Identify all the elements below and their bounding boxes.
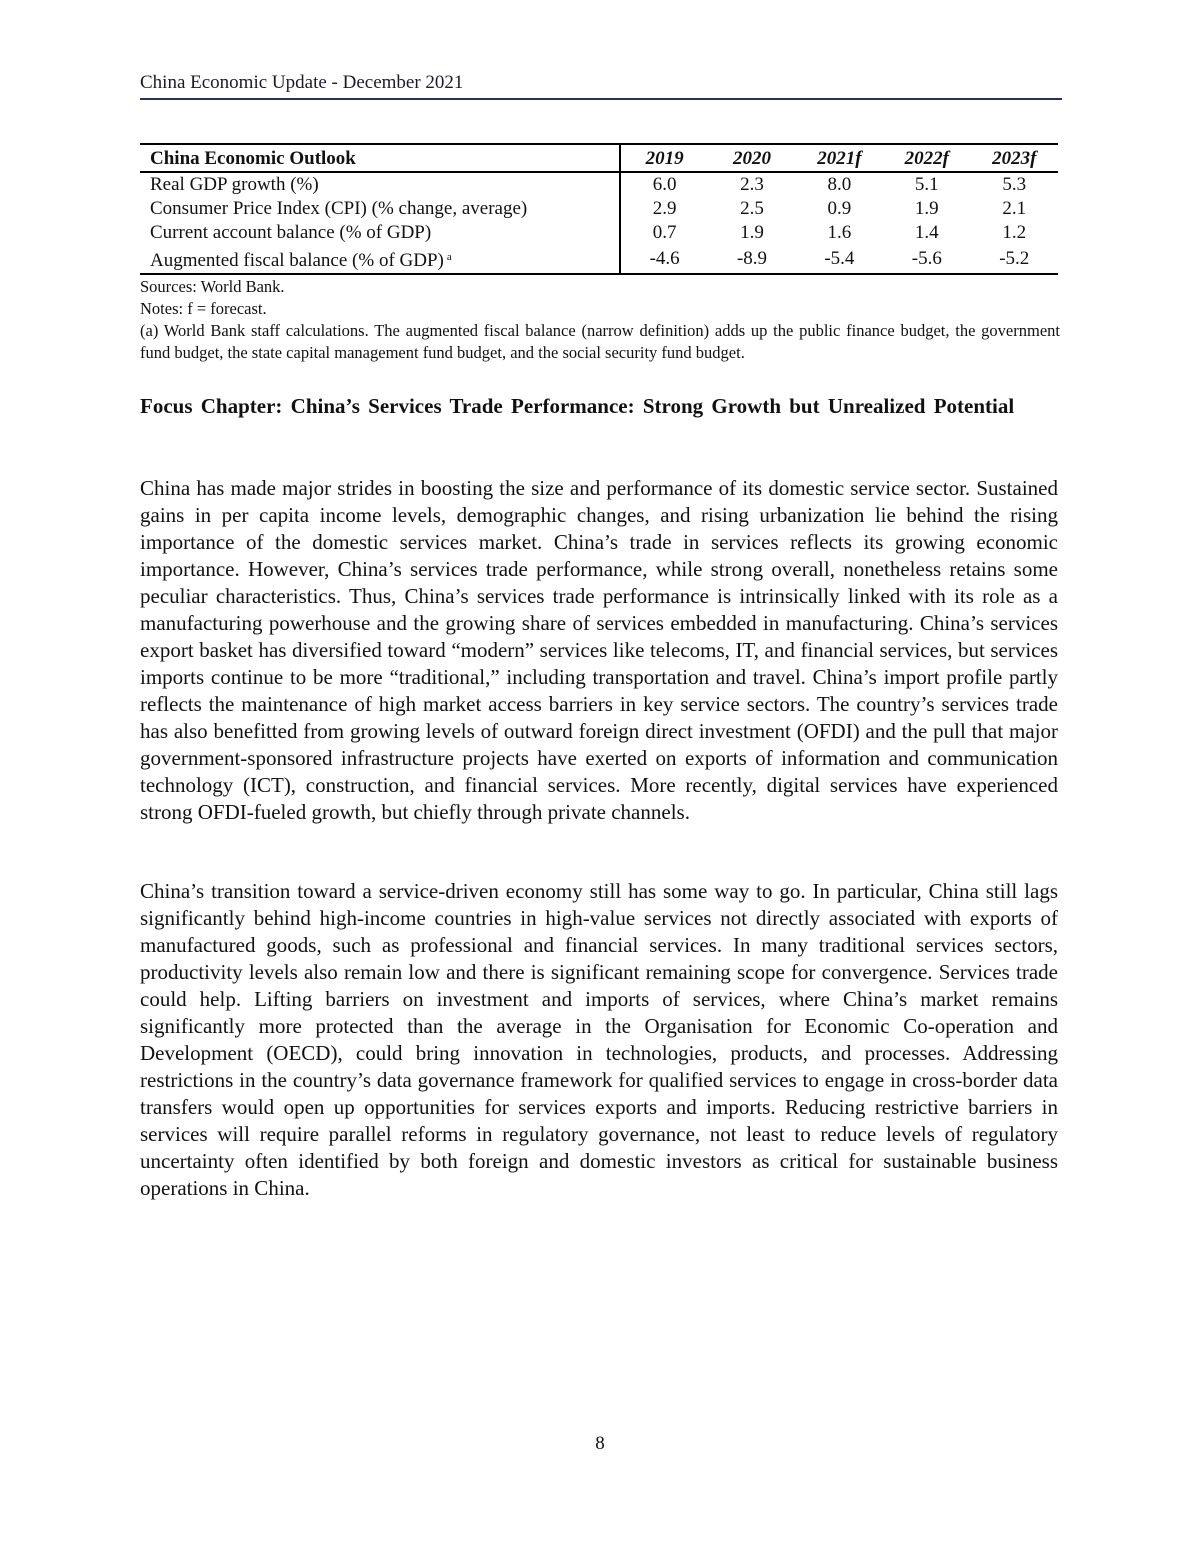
table-cell: 1.9	[740, 222, 764, 243]
table-cell: 1.9	[914, 198, 939, 219]
table-cell: 0.7	[620, 221, 708, 245]
footnote-marker: a	[446, 251, 452, 263]
table-row	[140, 245, 1058, 274]
table-cell: -8.9	[708, 245, 795, 274]
table-cell: 5.1	[914, 174, 939, 195]
table-cell: 2.9	[620, 197, 708, 221]
table-cell: 6.0	[620, 172, 708, 197]
chapter-heading: Focus Chapter: China’s Services Trade Performance: Strong Growth but Unrealized Potential	[140, 394, 1015, 418]
table-cell: 8.0	[827, 174, 852, 195]
body-paragraph: China has made major strides in boosting the size and performance of its domestic service sector. Sustained gains in per capita income levels, demographic changes, and rising urbanization lie behind the rising importance of the domestic services market. China’s trade in services reflects its growing economic importance. However, China’s services trade performance, while strong overall, nonetheless retains some peculiar characteristics. Thus, China’s services trade performance is intrinsically linked with its role as a manufacturing powerhouse and the growing share of services embedded in manufacturing. China’s services export basket has diversified toward “modern” services like telecoms, IT, and financial services, but services imports continue to be more “traditional,” including transportation and travel. China’s import profile partly reflects the maintenance of high market access barriers in key service sectors. The country’s services trade has also benefitted from growing levels of outward foreign direct investment (OFDI) and the pull that major government-sponsored infrastructure projects have exerted on exports of information and communication technology (ICT), construction, and financial services. More recently, digital services have experienced strong OFDI-fueled growth, but chiefly through private channels.	[140, 476, 1058, 824]
table-cell: 1.2	[1002, 222, 1027, 243]
table-header-row	[140, 144, 1058, 172]
row-label: Current account balance (% of GDP)	[150, 222, 432, 243]
table-row	[140, 172, 1058, 197]
row-label	[140, 245, 620, 274]
year-header: 2019	[620, 144, 708, 172]
table-cell: 1.4	[914, 222, 939, 243]
table-cell: -5.2	[971, 245, 1058, 274]
table-cell: 2.1	[1002, 198, 1027, 219]
row-label: Consumer Price Index (CPI) (% change, average)	[150, 198, 528, 219]
table-notes-line: Notes: f = forecast.	[140, 299, 267, 318]
table-footnote: (a) World Bank staff calculations. The augmented fiscal balance (narrow definition) adds up the public finance budget, the government fund budget, the state capital management fund budget, and the social security fund budget.	[140, 321, 1060, 362]
table-sources: Sources: World Bank.	[140, 277, 285, 296]
table-cell: -5.6	[883, 245, 970, 274]
table-cell: 2.5	[740, 198, 764, 219]
table-cell: 1.6	[827, 222, 852, 243]
year-header: 2022f	[883, 144, 970, 172]
year-header: 2020	[708, 144, 795, 172]
table-cell: 0.9	[827, 198, 852, 219]
table-notes	[140, 276, 1060, 364]
table-cell: 5.3	[1002, 174, 1027, 195]
body-paragraph: China’s transition toward a service-driven economy still has some way to go. In particular, China still lags significantly behind high-income countries in high-value services not directly associated with exports of manufactured goods, such as professional and financial services. In many traditional services sectors, productivity levels also remain low and there is significant remaining scope for convergence. Services trade could help. Lifting barriers on investment and imports of services, where China’s market remains significantly more protected than the average in the Organisation for Economic Co-operation and Development (OECD), could bring innovation in technologies, products, and processes. Addressing restrictions in the country’s data governance framework for qualified services to engage in cross-border data transfers would open up opportunities for services exports and imports. Reducing restrictive barriers in services will require parallel reforms in regulatory governance, not least to reduce levels of regulatory uncertainty often identified by both foreign and domestic investors as critical for sustainable business operations in China.	[140, 879, 1058, 1200]
table-cell: 2.3	[740, 174, 764, 195]
page-number: 8	[595, 1433, 605, 1454]
economic-outlook-table	[140, 143, 1058, 275]
row-label: Real GDP growth (%)	[150, 174, 319, 195]
table-row	[140, 197, 1058, 221]
year-header: 2021f	[796, 144, 883, 172]
table-cell: -5.4	[796, 245, 883, 274]
table-row	[140, 221, 1058, 245]
running-header: China Economic Update - December 2021	[140, 72, 1062, 100]
table-title: China Economic Outlook	[140, 144, 620, 172]
table-cell: -4.6	[620, 245, 708, 274]
row-label-text: Augmented fiscal balance (% of GDP)	[150, 250, 444, 271]
year-header: 2023f	[971, 144, 1058, 172]
